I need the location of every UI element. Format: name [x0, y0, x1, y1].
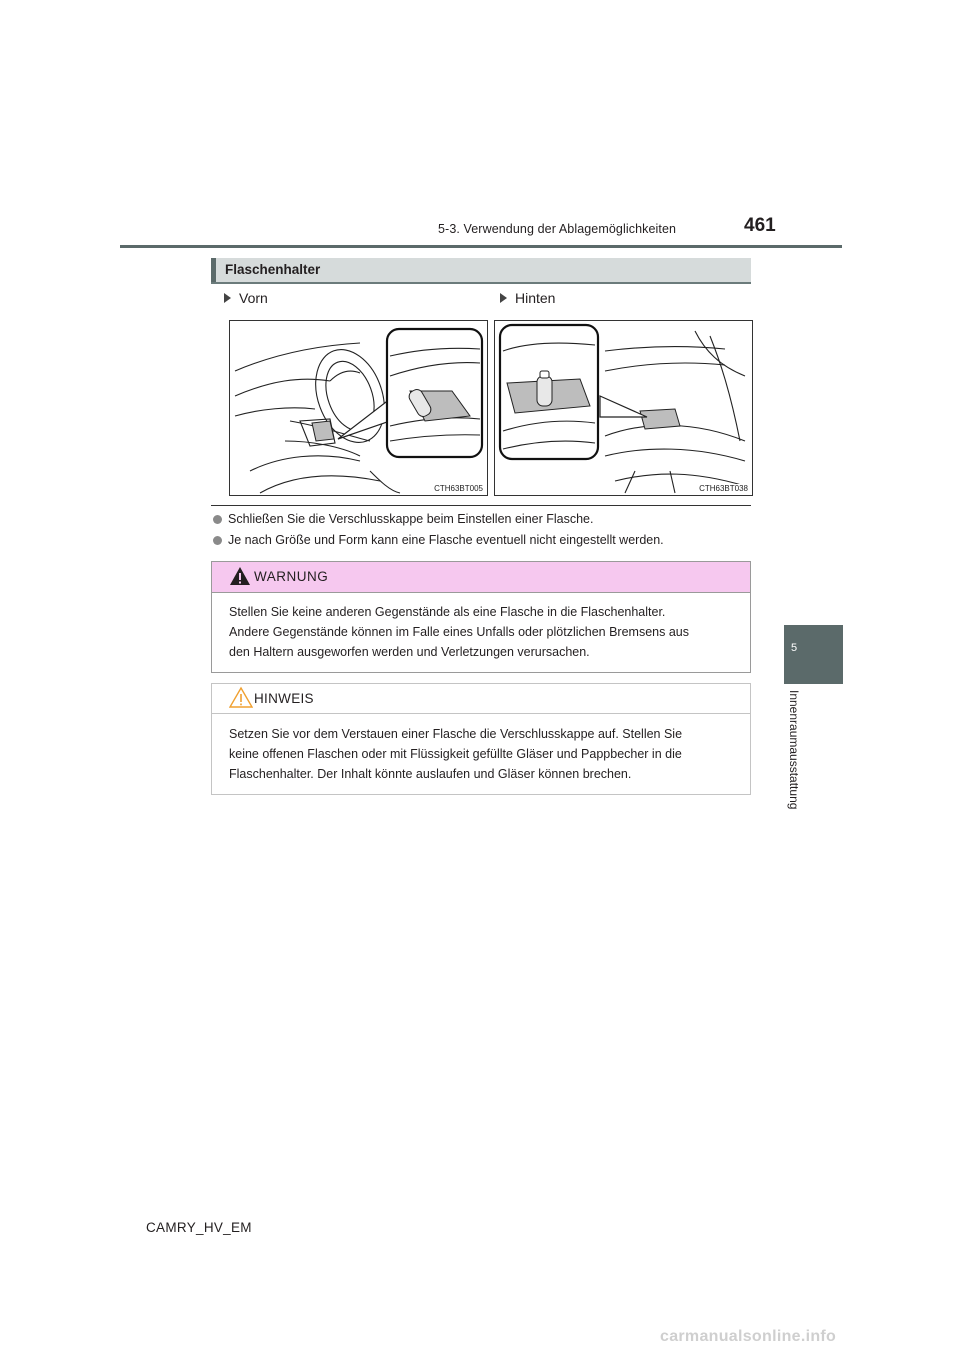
bullet-dot-icon — [213, 515, 222, 524]
figure-label-rear-text: Hinten — [515, 290, 556, 306]
bullet-text: Schließen Sie die Verschlusskappe beim Einstellen einer Flasche. — [228, 512, 594, 526]
bullet-item — [213, 533, 664, 547]
chapter-tab — [784, 625, 843, 684]
warning-text — [229, 602, 741, 662]
figure-rear-cupholder — [494, 320, 753, 496]
warning-box — [211, 561, 751, 673]
triangle-right-icon — [500, 293, 507, 303]
section-heading — [211, 258, 751, 284]
bullet-dot-icon — [213, 536, 222, 545]
figure-code-rear: CTH63BT038 — [699, 484, 748, 493]
car-interior-rear-illustration — [495, 321, 752, 495]
figure-label-front-text: Vorn — [239, 290, 268, 306]
notice-line: keine offenen Flaschen oder mit Flüssigkeit gefüllte Gläser und Pappbecher in die — [229, 747, 682, 761]
section-title: Flaschenhalter — [225, 262, 321, 277]
figure-front-cupholder — [229, 320, 488, 496]
triangle-right-icon — [224, 293, 231, 303]
figure-label-front — [224, 290, 268, 306]
warning-line: den Haltern ausgeworfen werden und Verletzungen verursachen. — [229, 645, 590, 659]
notice-line: Flaschenhalter. Der Inhalt könnte auslaufen und Gläser können brechen. — [229, 767, 632, 781]
page-number: 461 — [744, 215, 776, 236]
warning-line: Stellen Sie keine anderen Gegenstände als eine Flasche in die Flaschenhalter. — [229, 605, 666, 619]
bullet-item — [213, 512, 593, 526]
header-rule — [120, 245, 842, 248]
figure-label-rear — [500, 290, 555, 306]
notice-title: HINWEIS — [254, 691, 314, 706]
notice-line: Setzen Sie vor dem Verstauen einer Flasche die Verschlusskappe auf. Stellen Sie — [229, 727, 683, 741]
section-marker — [211, 258, 216, 282]
warning-triangle-icon — [229, 565, 251, 587]
bullet-text: Je nach Größe und Form kann eine Flasche eventuell nicht eingestellt werden. — [228, 533, 664, 547]
header-title: 5-3. Verwendung der Ablagemöglichkeiten — [438, 222, 677, 236]
notice-box — [211, 683, 751, 795]
warning-title: WARNUNG — [254, 569, 329, 584]
chapter-label-text: Innenraumausstattung — [787, 690, 801, 810]
footer-model-code: CAMRY_HV_EM — [146, 1220, 252, 1235]
watermark: carmanualsonline.info — [660, 1328, 837, 1345]
warning-line: Andere Gegenstände können im Falle eines Unfalls oder plötzlichen Bremsens aus — [229, 625, 689, 639]
figure-code-front: CTH63BT005 — [434, 484, 483, 493]
chapter-number: 5 — [790, 642, 798, 654]
warning-header — [212, 562, 750, 593]
caution-triangle-icon — [229, 686, 253, 710]
notice-header — [212, 684, 750, 714]
notice-text — [229, 724, 741, 784]
car-interior-front-illustration — [230, 321, 487, 495]
figure-divider — [211, 505, 751, 506]
chapter-label — [785, 690, 803, 830]
